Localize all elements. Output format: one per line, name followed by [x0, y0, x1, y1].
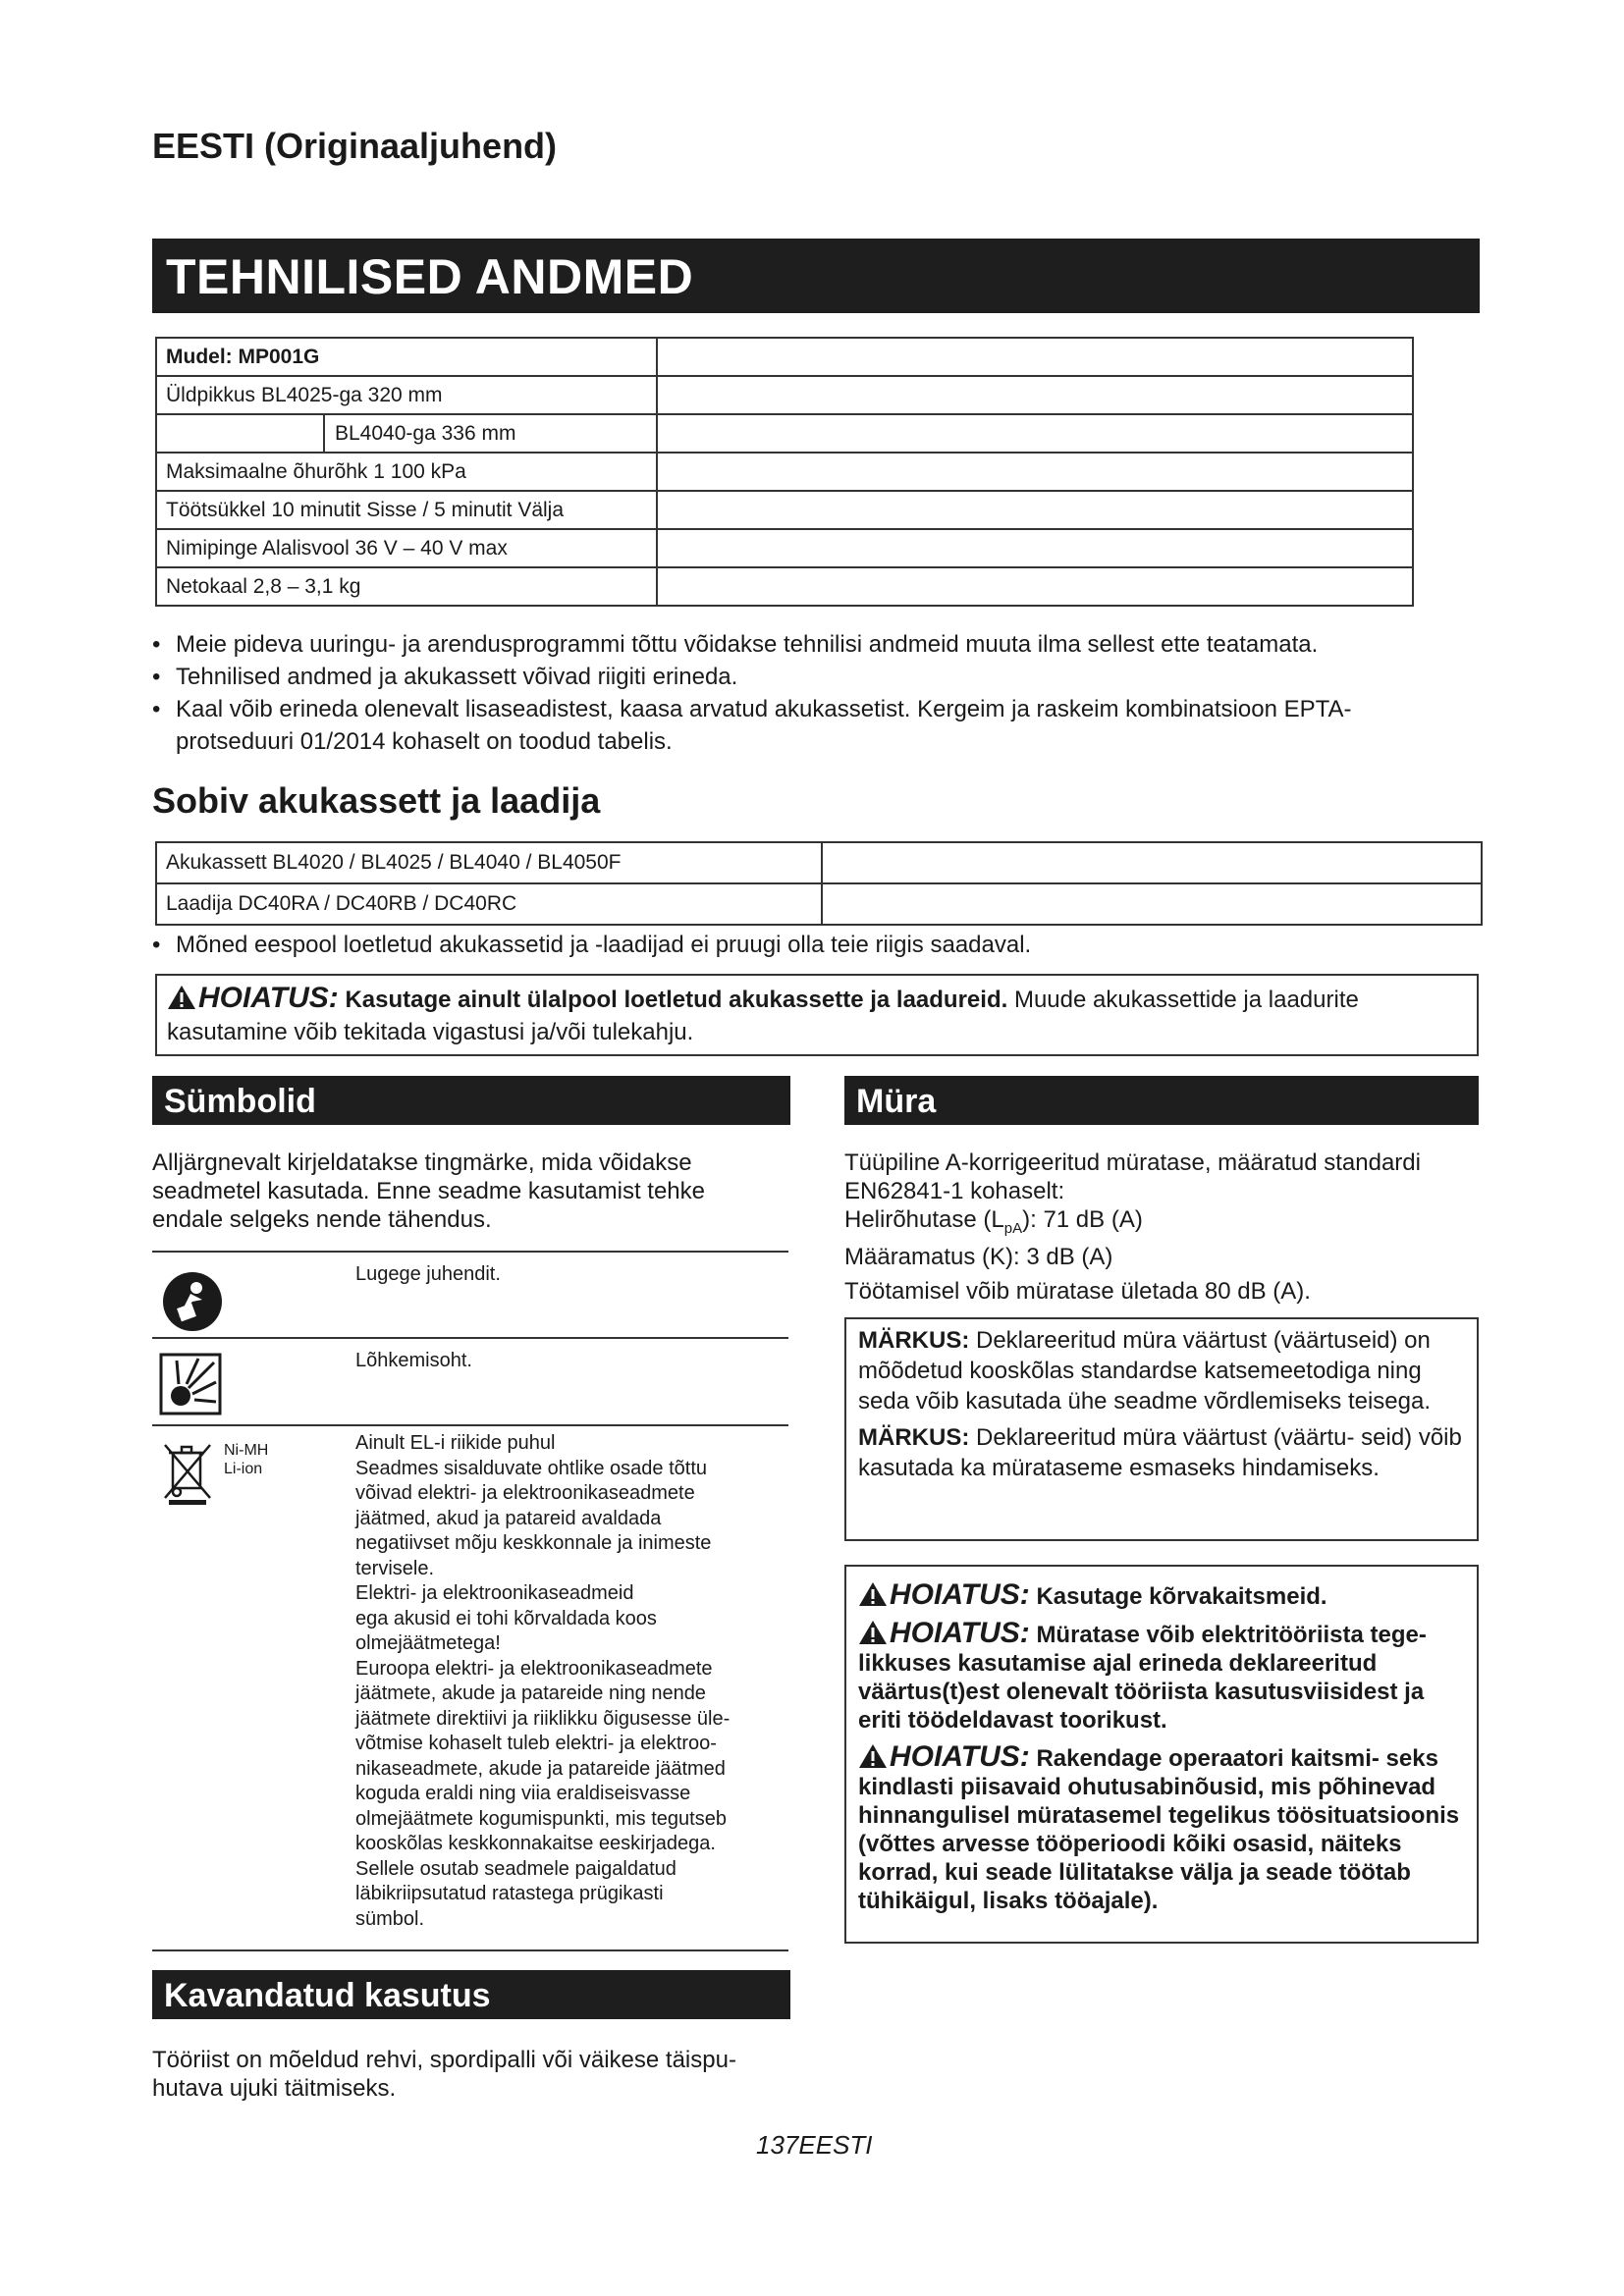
empty-cell — [822, 883, 1482, 925]
read-manual-text: Lugege juhendit. — [355, 1263, 501, 1285]
table-row — [156, 376, 1413, 414]
symbols-intro: Alljärgnevalt kirjeldatakse tingmärke, mida võidakse seadmetel kasutada. Enne seadme kasutamist tehke endale selgeks nende tähendus. — [152, 1149, 705, 1233]
warning-label: HOIATUS: — [890, 1617, 1030, 1649]
uncertainty: Määramatus (K): 3 dB (A) — [844, 1243, 1113, 1270]
note-text: Deklareeritud müra väärtust (väärtu- seid) võib kasutada ka mürataseme esmaseks hindamiseks. — [858, 1424, 1462, 1481]
duty-cell: Töötsükkel 10 minutit Sisse / 5 minutit Välja — [156, 491, 657, 529]
page-number: 137EESTI — [756, 2130, 873, 2160]
intended-use-heading: Kavandatud kasutus — [152, 1970, 790, 2019]
divider — [152, 1424, 788, 1426]
sound-pressure — [844, 1205, 1479, 1243]
weee-line: Elektri- ja elektroonikaseadmeid — [355, 1582, 634, 1604]
note-1 — [858, 1325, 1465, 1416]
spec-notes — [152, 628, 1488, 758]
warning-text: Kasutage kõrvakaitsmeid. — [1036, 1583, 1327, 1610]
battery-table — [155, 841, 1483, 926]
divider — [152, 1949, 788, 1951]
liion-tag: Li-ion — [224, 1461, 263, 1477]
weee-line: olmejäätmetega! — [355, 1632, 501, 1654]
empty-cell — [657, 414, 1413, 453]
model-cell: Mudel: MP001G — [156, 338, 657, 376]
weee-bin-icon — [161, 1441, 214, 1506]
length-spacer — [157, 415, 325, 452]
weee-line: sümbol. — [355, 1907, 425, 1930]
intended-use-text: Tööriist on mõeldud rehvi, spordipalli või väikese täispu- hutava ujuki täitmiseks. — [152, 2047, 736, 2102]
empty-cell — [657, 338, 1413, 376]
explosion-text: Lõhkemisoht. — [355, 1350, 472, 1371]
warning-text: Muude akukassettide ja laadurite kasutamine võib tekitada vigastusi ja/või tulekahju. — [167, 987, 1359, 1045]
noise-intro: Tüüpiline A-korrigeeritud müratase, määratud standardi EN62841-1 kohaselt: — [844, 1149, 1421, 1204]
weee-line: nikaseadmete, akude ja patareide jäätmed — [355, 1757, 726, 1780]
weee-line: Euroopa elektri- ja elektroonikaseadmete — [355, 1657, 713, 1680]
sound-pressure-label: Helirõhutase (L — [844, 1206, 1004, 1233]
weee-line: jäätmete, akude ja patareide ning nende — [355, 1682, 706, 1704]
cartridge-cell: Akukassett BL4020 / BL4025 / BL4040 / BL4050F — [156, 842, 822, 883]
list-item: • Mõned eespool loetletud akukassetid ja -laadijad ei pruugi olla teie riigis saadaval. — [152, 929, 1488, 961]
empty-cell — [657, 491, 1413, 529]
empty-cell — [657, 567, 1413, 606]
warning-icon — [858, 1581, 888, 1607]
weee-line: võivad elektri- ja elektroonikaseadmete — [355, 1482, 695, 1504]
noise-warning-3 — [858, 1742, 1465, 1915]
voltage-cell: Nimipinge Alalisvool 36 V – 40 V max — [156, 529, 657, 567]
list-item: • Tehnilised andmed ja akukassett võivad riigiti erineda. — [152, 661, 1488, 693]
noise-heading: Müra — [844, 1076, 1479, 1125]
weee-line: Seadmes sisalduvate ohtlike osade tõttu — [355, 1457, 707, 1479]
tech-specs-heading: TEHNILISED ANDMED — [152, 239, 1480, 313]
empty-cell — [657, 453, 1413, 491]
empty-cell — [657, 376, 1413, 414]
table-row — [156, 883, 1482, 925]
table-row — [156, 414, 1413, 453]
warning-icon — [858, 1620, 888, 1645]
weee-line: olmejäätmete kogumispunkti, mis tegutseb — [355, 1807, 727, 1830]
warning-text: Rakendage operaatori kaitsmi- seks kindlasti piisavaid ohutusabinõusid, mis põhinevad hinnangulisel müratasemel tegelikus töösituatsioonis (võttes arvesse tööperioodi kõiki osasid, näiteks korrad, kui seade lülitatakse välja ja seade töötab tühikäigul, lisaks tööajale). — [858, 1745, 1460, 1914]
pressure-cell: Maksimaalne õhurõhk 1 100 kPa — [156, 453, 657, 491]
weight-cell: Netokaal 2,8 – 3,1 kg — [156, 567, 657, 606]
weee-line: koguda eraldi ning viia eraldiseisvasse — [355, 1783, 691, 1804]
noise-warning-1 — [858, 1580, 1465, 1611]
table-row — [156, 842, 1482, 883]
weee-line: kooskõlas keskkonnakaitse eeskirjadega. — [355, 1833, 716, 1854]
symbols-heading: Sümbolid — [152, 1076, 790, 1125]
sound-pressure-value: ): 71 dB (A) — [1022, 1206, 1143, 1233]
length-label: Üldpikkus — [166, 383, 256, 406]
weee-text — [355, 1431, 768, 1932]
divider — [152, 1251, 788, 1253]
noise-block — [844, 1148, 1479, 1306]
page-language-title: EESTI (Originaaljuhend) — [152, 126, 558, 166]
note-label: MÄRKUS: — [858, 1424, 970, 1451]
explosion-icon — [159, 1353, 222, 1415]
noise-warning-2 — [858, 1619, 1465, 1735]
length-b-cell — [156, 414, 657, 453]
weee-line: negatiivset mõju keskkonnale ja inimeste — [355, 1532, 712, 1554]
note-label: MÄRKUS: — [858, 1327, 970, 1354]
weee-line: tervisele. — [355, 1557, 435, 1579]
length-cell — [156, 376, 657, 414]
noise-warnings — [844, 1565, 1479, 1944]
weee-line: võtmise kohaselt tuleb elektri- ja elektroo- — [355, 1733, 717, 1754]
warning-icon — [858, 1743, 888, 1769]
noise-notes — [844, 1317, 1479, 1541]
charger-cell: Laadija DC40RA / DC40RB / DC40RC — [156, 883, 822, 925]
warning-bold: Kasutage ainult ülalpool loetletud akukassette ja laadureid. — [345, 987, 1008, 1013]
empty-cell — [657, 529, 1413, 567]
table-row — [156, 529, 1413, 567]
note-2 — [858, 1422, 1465, 1483]
weee-line: jäätmed, akud ja patareid avaldada — [355, 1507, 662, 1529]
table-row — [156, 338, 1413, 376]
table-row — [156, 491, 1413, 529]
length-a: BL4025-ga 320 mm — [261, 383, 443, 406]
empty-cell — [822, 842, 1482, 883]
weee-tags — [224, 1441, 268, 1478]
list-item: • Meie pideva uuringu- ja arendusprogrammi tõttu võidakse tehnilisi andmeid muuta ilma sellest ette teatamata. — [152, 628, 1488, 661]
weee-line: Sellele osutab seadmele paigaldatud — [355, 1857, 677, 1880]
battery-notes — [152, 929, 1488, 961]
length-b: BL4040-ga 336 mm — [335, 421, 516, 445]
warning-icon — [167, 985, 196, 1010]
warning-label: HOIATUS: — [890, 1740, 1030, 1773]
warning-label: HOIATUS: — [198, 982, 339, 1014]
weee-line: Ainult EL-i riikide puhul — [355, 1432, 556, 1454]
spec-table — [155, 337, 1414, 607]
battery-heading: Sobiv akukassett ja laadija — [152, 780, 601, 821]
noise-exceed: Töötamisel võib müratase ületada 80 dB (A). — [844, 1277, 1311, 1305]
read-manual-icon — [157, 1266, 228, 1337]
nimh-tag: Ni-MH — [224, 1442, 269, 1459]
divider — [152, 1337, 788, 1339]
table-row — [156, 567, 1413, 606]
battery-warning — [155, 974, 1479, 1056]
warning-label: HOIATUS: — [890, 1578, 1030, 1611]
table-row — [156, 453, 1413, 491]
weee-line: jäätmete direktiivi ja riiklikku õigusesse üle- — [355, 1707, 731, 1730]
weee-line: läbikriipsutatud ratastega prügikasti — [355, 1883, 664, 1904]
list-item: • Kaal võib erineda olenevalt lisaseadistest, kaasa arvatud akukassetist. Kergeim ja raskeim kombinatsioon EPTA-protseduuri 01/2014 kohaselt on toodud tabelis. — [152, 693, 1393, 758]
note-text: Deklareeritud müra väärtust (väärtuseid) on mõõdetud kooskõlas standardse katsemeetodiga ning seda võib kasutada ühe seadme võrdlemiseks teisega. — [858, 1327, 1432, 1415]
weee-line: ega akusid ei tohi kõrvaldada koos — [355, 1607, 657, 1629]
warning-text: Müratase võib elektritööriista tege- likkuses kasutamise ajal erineda deklareeritud väärtus(t)est olenevalt tööriista kasutusviisidest ja eriti töödeldavast toorikust. — [858, 1622, 1427, 1734]
sound-pressure-sub: pA — [1003, 1219, 1023, 1237]
